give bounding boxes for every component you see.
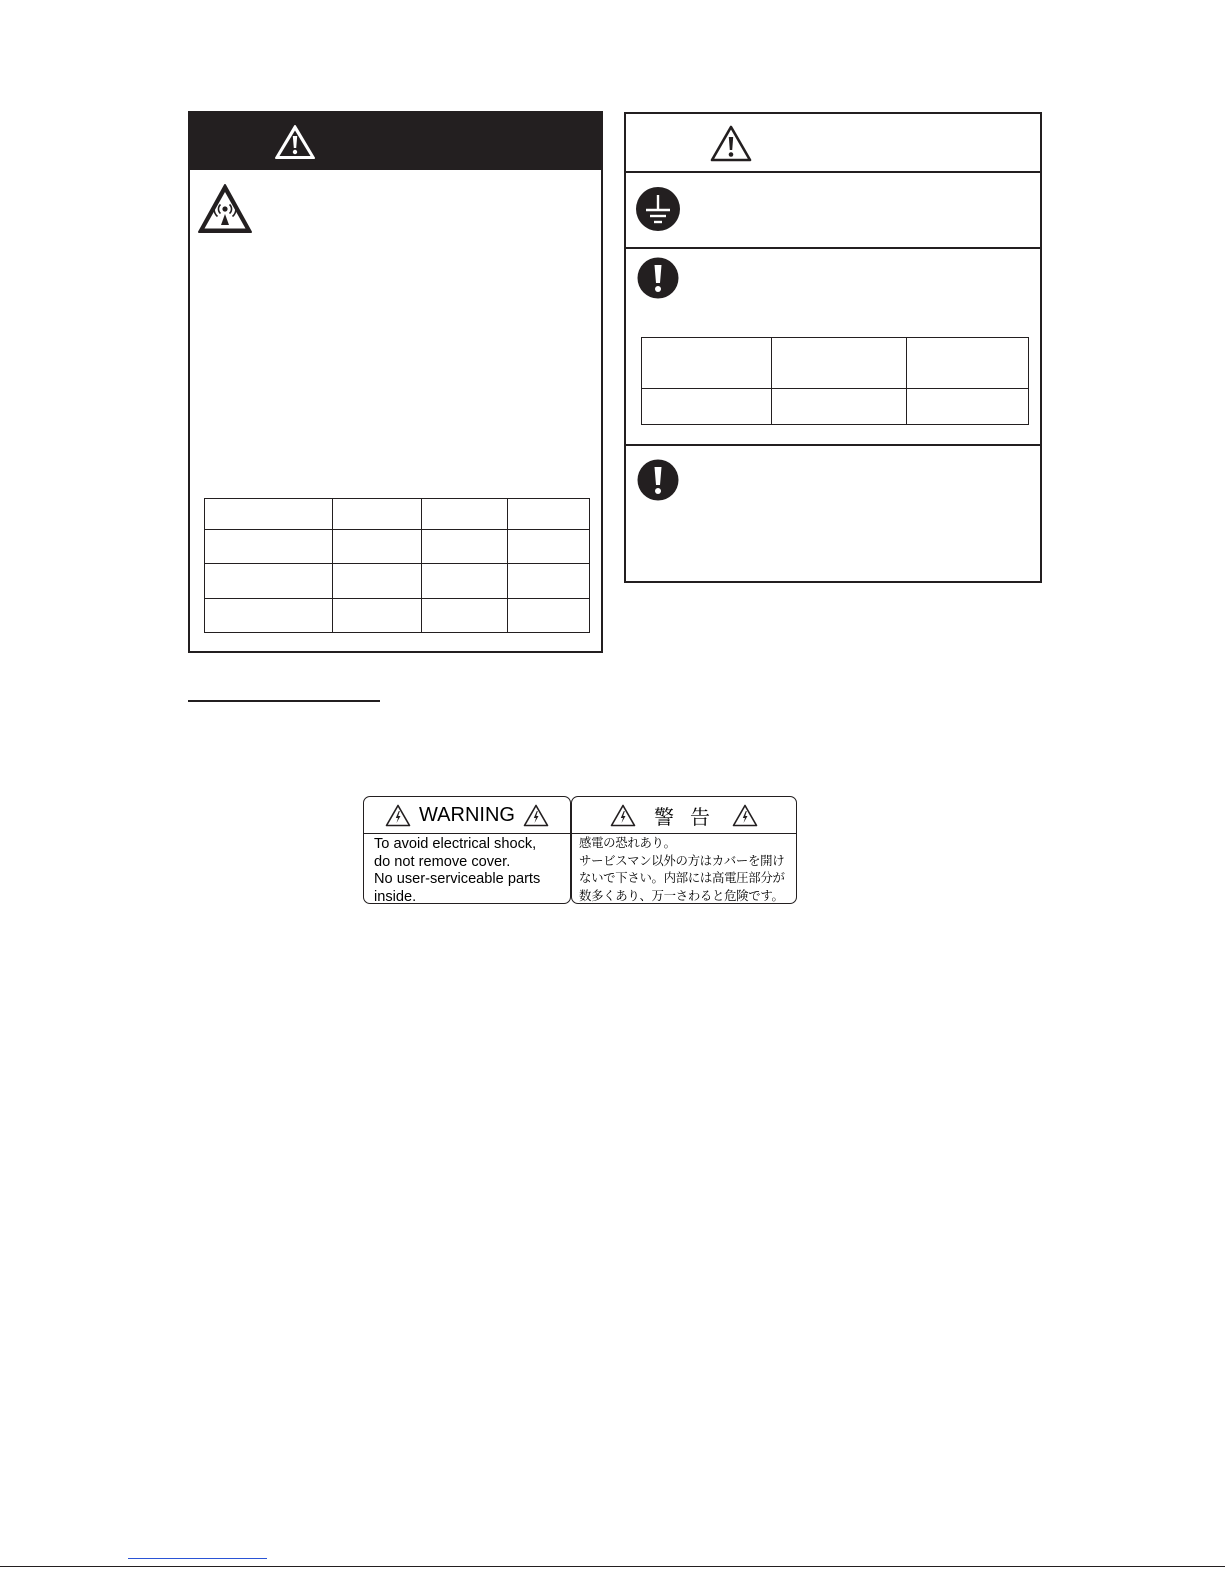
footer-rule xyxy=(0,1566,1225,1567)
label-title: 警告 xyxy=(654,804,726,829)
label-text: To avoid electrical shock, do not remove cover. No user-serviceable parts inside. xyxy=(374,836,541,905)
electrical-shock-triangle-icon xyxy=(523,804,549,827)
compass-safe-distance-table xyxy=(641,337,1029,425)
table-cell xyxy=(772,338,907,389)
table-cell xyxy=(508,598,590,632)
table-cell xyxy=(422,598,508,632)
warning-label-english xyxy=(363,796,571,904)
table-row xyxy=(642,389,1029,425)
radio-frequency-radiation-icon xyxy=(197,183,253,235)
label-header xyxy=(572,797,796,834)
section-divider xyxy=(626,444,1040,446)
electrical-shock-triangle-icon xyxy=(385,804,411,827)
mandatory-action-icon xyxy=(637,257,679,299)
section-heading-underline xyxy=(188,700,380,702)
table-row xyxy=(642,338,1029,389)
table-row xyxy=(205,598,590,632)
table-row xyxy=(205,499,590,530)
table-cell xyxy=(422,530,508,564)
table-cell xyxy=(508,530,590,564)
electrical-shock-triangle-icon xyxy=(610,804,636,827)
table-cell xyxy=(422,564,508,598)
table-cell xyxy=(333,598,422,632)
table-cell xyxy=(205,598,333,632)
table-cell xyxy=(907,389,1029,425)
table-cell xyxy=(333,564,422,598)
table-cell xyxy=(205,564,333,598)
footer-link-underline xyxy=(128,1558,267,1559)
electrical-shock-triangle-icon xyxy=(732,804,758,827)
table-cell xyxy=(508,564,590,598)
radiation-distance-table xyxy=(204,498,590,633)
warning-panel xyxy=(188,111,603,653)
section-divider xyxy=(626,171,1040,173)
label-text: 感電の恐れあり。 サービスマン以外の方はカバーを開け ないで下さい。内部には高電圧部分が 数多くあり、万一さわると危険です。 xyxy=(579,835,785,903)
section-divider xyxy=(626,247,1040,249)
table-cell xyxy=(642,338,772,389)
table-cell xyxy=(422,499,508,530)
table-cell xyxy=(772,389,907,425)
table-cell xyxy=(508,499,590,530)
label-title: WARNING xyxy=(419,803,515,826)
table-cell xyxy=(333,530,422,564)
mandatory-action-icon xyxy=(637,459,679,501)
caution-triangle-icon xyxy=(710,125,752,162)
warning-label-japanese xyxy=(571,796,797,904)
table-cell xyxy=(205,499,333,530)
table-cell xyxy=(907,338,1029,389)
warning-triangle-icon xyxy=(274,124,316,160)
table-cell xyxy=(333,499,422,530)
table-row xyxy=(205,530,590,564)
caution-panel xyxy=(624,112,1042,583)
table-cell xyxy=(642,389,772,425)
warning-header-bar xyxy=(190,113,601,170)
label-header xyxy=(364,797,570,834)
table-cell xyxy=(205,530,333,564)
table-row xyxy=(205,564,590,598)
ground-icon xyxy=(635,186,681,232)
